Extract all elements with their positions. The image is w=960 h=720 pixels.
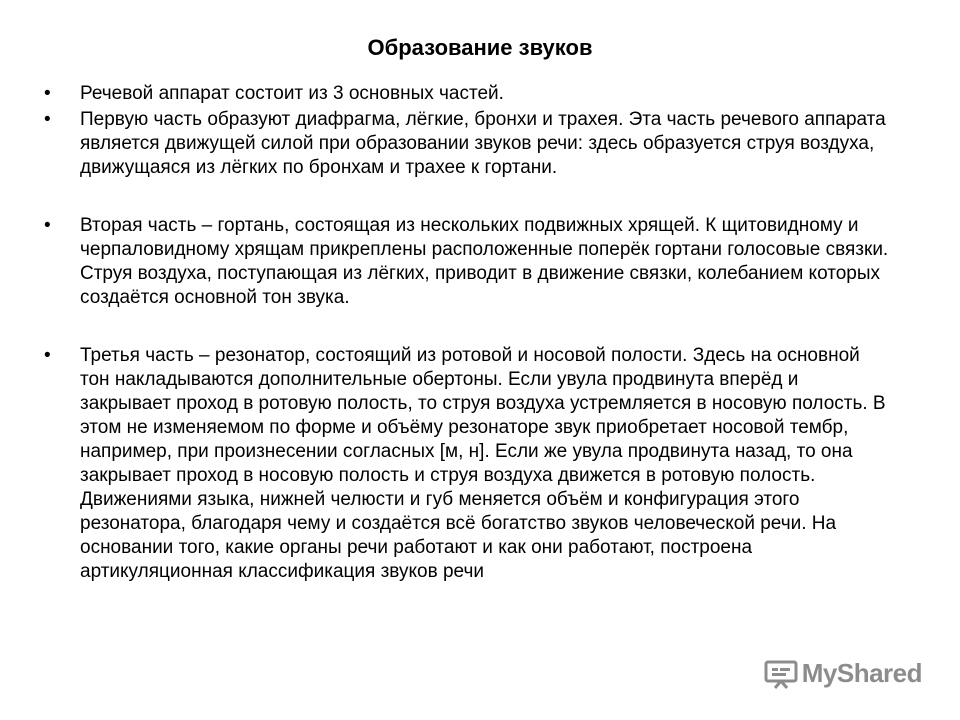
bullet-item <box>44 344 894 584</box>
bullet-marker: • <box>44 215 51 236</box>
bullet-item <box>44 214 894 310</box>
bullet-item <box>44 108 894 180</box>
bullet-text: Первую часть образуют диафрагма, лёгкие, бронхи и трахея. Эта часть речевого аппарата является движущей силой при образовании звуков речи: здесь образуется струя воздуха, движущаяся из лёгких по бронхам и трахее к гортани. <box>80 109 886 178</box>
bullet-item <box>44 82 894 106</box>
bullet-marker: • <box>44 345 51 366</box>
presentation-board-icon <box>764 659 798 689</box>
bullet-text: Третья часть – резонатор, состоящий из ротовой и носовой полости. Здесь на основной тон накладываются дополнительные обертоны. Если увула продвинута вперёд и закрывает проход в ротовую полость, то струя воздуха устремляется в носовую полость. В этом не изменяемом по форме и объёму резонаторе звук приобретает носовой тембр, например, при произнесении согласных [м, н]. Если же увула продвинута назад, то она закрывает проход в носовую полость и струя воздуха движется в ротовую полость. Движениями языка, нижней челюсти и губ меняется объём и конфигурация этого резонатора, благодаря чему и создаётся всё богатство звуков человеческой речи. На основании того, какие органы речи работают и как они работают, построена артикуляционная классификация звуков речи <box>80 345 886 582</box>
bullet-list <box>44 82 894 584</box>
slide-title: Образование звуков <box>367 35 593 60</box>
bullet-marker: • <box>44 83 51 104</box>
bullet-marker: • <box>44 109 51 130</box>
watermark[interactable] <box>764 658 922 689</box>
watermark-text: MyShared <box>801 658 922 688</box>
bullet-text: Вторая часть – гортань, состоящая из нескольких подвижных хрящей. К щитовидному и черпаловидному хрящам прикреплены расположенные поперёк гортани голосовые связки. Струя воздуха, поступающая из лёгких, приводит в движение связки, колебанием которых создаётся основной тон звука. <box>80 215 889 308</box>
bullet-text: Речевой аппарат состоит из 3 основных частей. <box>80 83 504 104</box>
